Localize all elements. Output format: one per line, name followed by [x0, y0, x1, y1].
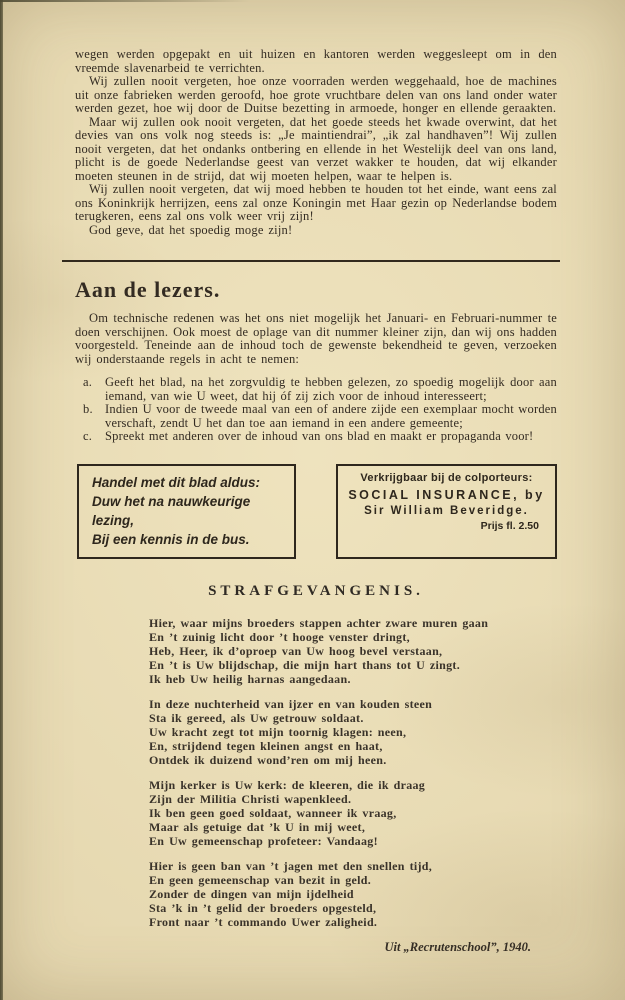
poem-line: En ’t zuinig licht door ’t hooge venster dringt, — [149, 629, 410, 644]
poem-line: Ik heb Uw heilig harnas aangedaan. — [149, 671, 351, 686]
list-item — [75, 376, 557, 403]
poem-title: STRAFGEVANGENIS. — [208, 582, 424, 599]
poem-line: Ontdek ik duizend wond’ren om mij heen. — [149, 752, 387, 767]
notice-line: Handel met dit blad aldus: — [92, 474, 261, 490]
intro-paragraph: God geve, dat het spoedig moge zijn! — [89, 222, 293, 237]
intro-paragraph: Maar wij zullen ook nooit vergeten, dat het goede steeds het kwade overwint, dat het devies van ons volk nog steeds is: „Je maintiendrai”, „ik zal handhaven”! Wij zullen nooit vergeten, dat het ondanks ontbering en ellende in het Westelijk deel van ons land, plicht is de goede Nederlandse geest van verzet wakker te houden, dat wij elkander moeten steunen in de strijd, dat wij moeten helpen, waar te helpen is. — [75, 114, 557, 183]
poem-line: Uw kracht zegt tot mijn toornig klagen: neen, — [149, 724, 407, 739]
list-item-text: Geeft het blad, na het zorgvuldig te hebben gelezen, zo spoedig mogelijk door aan iemand, van wie U weet, dat hij óf zij zich voor de inhoud interesseert; — [105, 375, 557, 403]
poem-line: Hier, waar mijns broeders stappen achter zware muren gaan — [149, 615, 489, 630]
poem-stanza — [149, 616, 557, 686]
list-item-label: a. — [83, 375, 93, 389]
intro-paragraph: Wij zullen nooit vergeten, hoe onze voorraden werden weggehaald, hoe de machines uit onze fabrieken werden geroofd, hoe grote vruchtbare delen van ons land onder water werden gezet, hoe wij door de Duitse bezetting in armoede, honger en ellende geraakten. — [75, 74, 557, 115]
list-item-text: Spreekt met anderen over de inhoud van ons blad en maakt er propaganda voor! — [105, 429, 534, 443]
poem-section — [75, 583, 557, 955]
intro-section — [75, 48, 557, 237]
poem-line: Sta ik gereed, als Uw getrouw soldaat. — [149, 710, 364, 725]
notice-boxes-row — [75, 464, 557, 559]
page-content — [75, 48, 557, 955]
poem-line: Hier is geen ban van ’t jagen met den snellen tijd, — [149, 858, 433, 873]
advert-title: SOCIAL INSURANCE, by — [348, 487, 545, 502]
advert-header: Verkrijgbaar bij de colporteurs: — [360, 471, 533, 484]
poem-line: Zonder de dingen van mijn ijdelheid — [149, 886, 354, 901]
aan-de-lezers-section — [75, 277, 557, 444]
section-title: Aan de lezers. — [75, 277, 221, 302]
colporteurs-advert-box — [336, 464, 557, 559]
poem-line: Mijn kerker is Uw kerk: de kleeren, die ik draag — [149, 777, 426, 792]
list-item-label: b. — [83, 402, 93, 416]
poem-line: Zijn der Militia Christi wapenkleed. — [149, 791, 352, 806]
poem-attribution: Uit „Recrutenschool”, 1940. — [384, 939, 531, 954]
list-item — [75, 403, 557, 430]
scan-edge-left — [0, 0, 3, 1000]
list-item-label: c. — [83, 429, 93, 443]
advert-price: Prijs fl. 2.50 — [480, 519, 539, 532]
poem-line: Front naar ’t commando Uwer zaligheid. — [149, 914, 378, 929]
poem-line: In deze nuchterheid van ijzer en van kouden steen — [149, 696, 433, 711]
intro-paragraph: Wij zullen nooit vergeten, dat wij moed hebben te houden tot het einde, want eens zal ons Koninkrijk herrijzen, eens zal onze Koningin met Haar gezin op Nederlandse bodem terugkeren, eens zal ons volk weer vrij zijn! — [75, 182, 557, 223]
poem-line: Ik ben geen goed soldaat, wanneer ik vraag, — [149, 805, 397, 820]
poem-line: En Uw gemeenschap profeteer: Vandaag! — [149, 833, 378, 848]
handel-notice-box — [77, 464, 296, 559]
instructions-list — [75, 376, 557, 444]
list-item — [75, 430, 557, 444]
poem-stanza — [149, 859, 557, 929]
section-paragraph: Om technische redenen was het ons niet mogelijk het Januari- en Februari-nummer te doen verschijnen. Ook moest de oplage van dit nummer kleiner zijn, dan wij ons hadden voorgesteld. Teneinde aan de inhoud toch de gewenste bekendheid te geven, verzoeken wij onderstaande regels in acht te nemen: — [75, 311, 557, 366]
advert-author: Sir William Beveridge. — [364, 504, 529, 517]
section-divider-rule — [62, 260, 560, 262]
poem-line: Heb, Heer, ik d’oproep van Uw hoog bevel verstaan, — [149, 643, 443, 658]
notice-line: Duw het na nauwkeurige lezing, — [92, 493, 251, 528]
poem-line: Sta ’k in ’t gelid der broeders opgesteld, — [149, 900, 377, 915]
poem-stanza — [149, 778, 557, 848]
poem-line: En, strijdend tegen kleinen angst en haat, — [149, 738, 383, 753]
poem-line: En ’t is Uw blijdschap, die mijn hart thans tot U zingt. — [149, 657, 460, 672]
poem-line: En geen gemeenschap van bezit in geld. — [149, 872, 372, 887]
list-item-text: Indien U voor de tweede maal van een of andere zijde een exemplaar mocht worden verschaft, zendt U het dan toe aan iemand in een andere gemeente; — [105, 402, 557, 430]
poem-stanza — [149, 697, 557, 767]
notice-line: Bij een kennis in de bus. — [92, 531, 250, 547]
poem-line: Maar als getuige dat ’k U in mij weet, — [149, 819, 366, 834]
scan-edge-top — [0, 0, 250, 2]
intro-paragraph: wegen werden opgepakt en uit huizen en kantoren werden weggesleept om in den vreemde slavenarbeid te verrichten. — [75, 47, 557, 75]
